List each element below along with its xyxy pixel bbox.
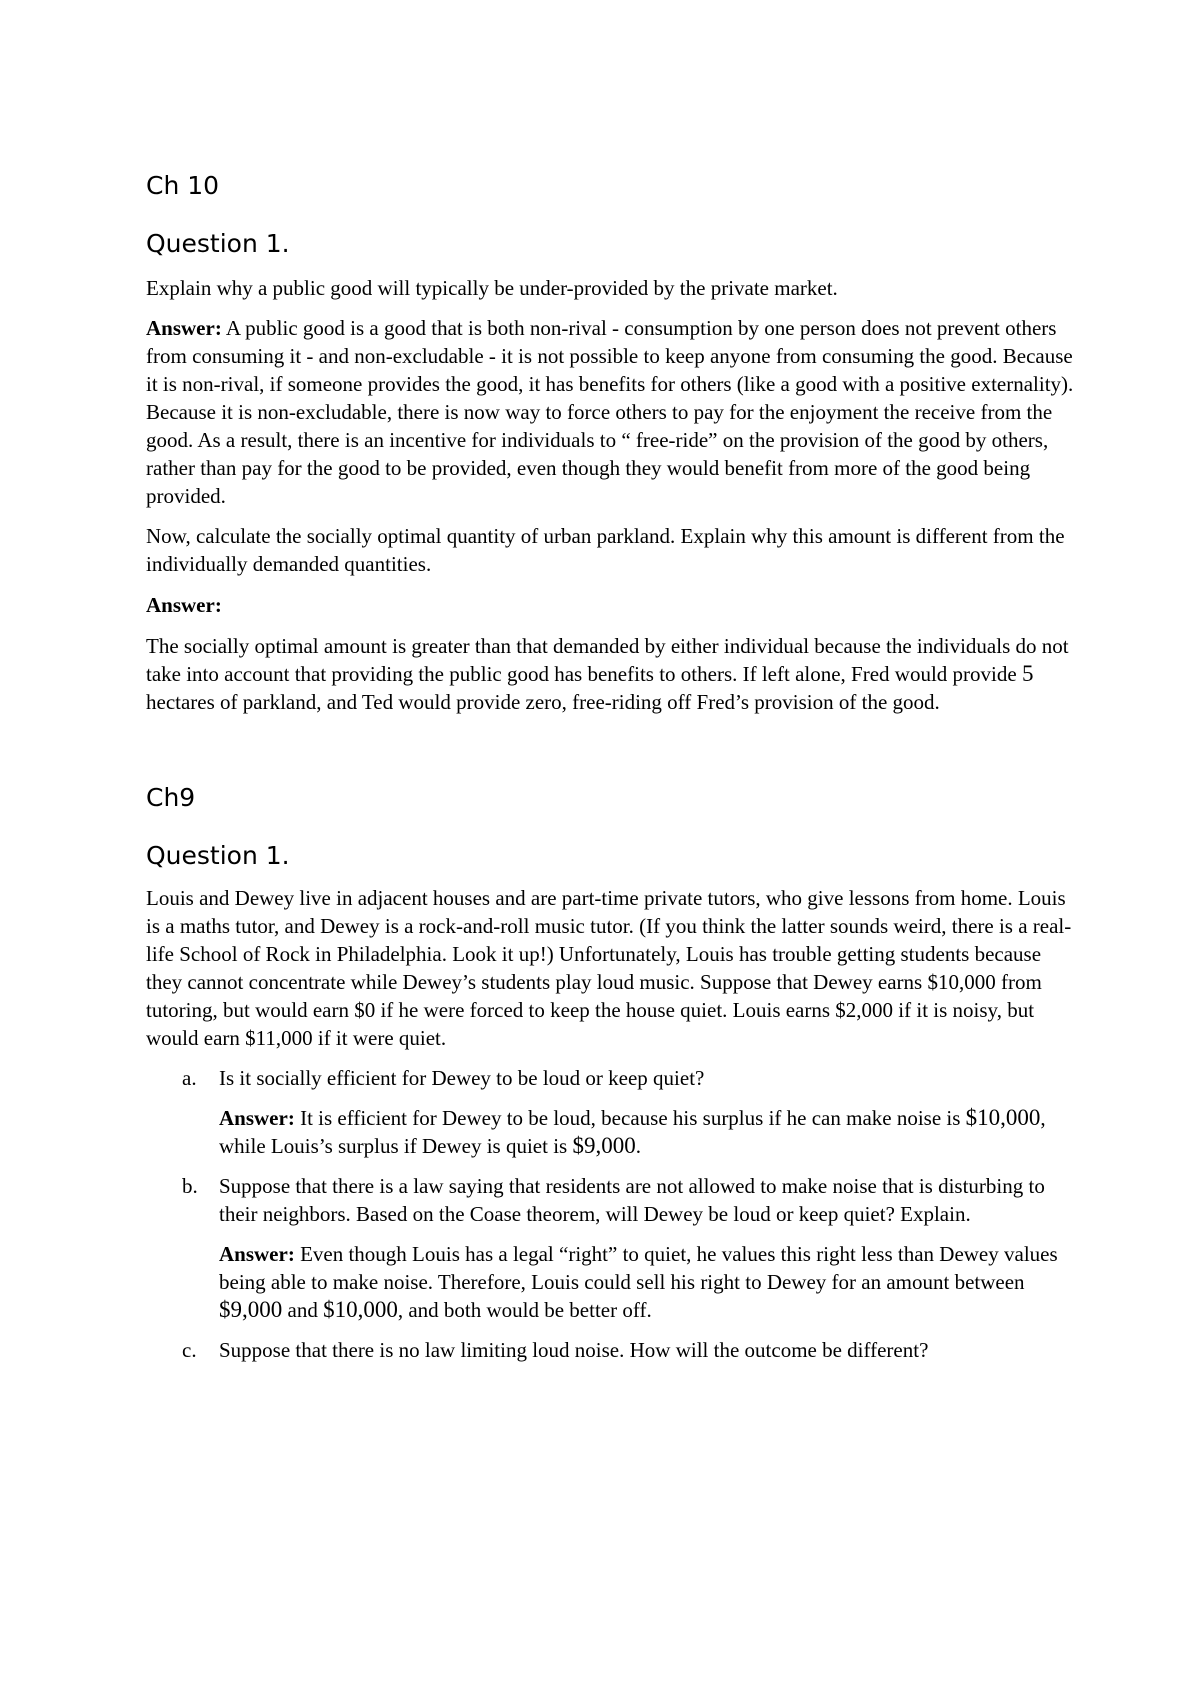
sub-question-list	[146, 1064, 1076, 1364]
answer-label: Answer:	[146, 316, 222, 340]
question-heading: Question 1.	[146, 841, 290, 870]
answer-paragraph	[219, 1240, 1076, 1324]
answer-label: Answer:	[219, 1242, 295, 1266]
question-heading: Question 1.	[146, 229, 290, 258]
list-marker: a.	[182, 1066, 197, 1090]
document-page	[146, 170, 1076, 1364]
ch9-section	[146, 782, 1076, 1364]
answer-value: $9,000	[219, 1297, 283, 1322]
list-marker: b.	[182, 1174, 198, 1198]
answer-text: .	[635, 1134, 641, 1158]
chapter-heading: Ch9	[146, 783, 196, 812]
sub-question: Suppose that there is no law limiting loud noise. How will the outcome be different?	[219, 1338, 929, 1362]
answer-value: $10,000	[323, 1297, 398, 1322]
answer-text: hectares of parkland, and Ted would provide zero, free-riding off Fred’s provision of the good.	[146, 690, 940, 714]
answer-label: Answer:	[219, 1106, 295, 1130]
answer-text: A public good is a good that is both non-rival - consumption by one person does not prevent others from consuming it - and non-excludable - it is not possible to keep anyone from consuming the good. Because it is non-rival, if someone provides the good, it has benefits for others (like a good with a positive externality). Because it is non-excludable, there is now way to force others to pay for the enjoyment the receive from the good. As a result, there is an incentive for individuals to “ free-ride” on the provision of the good by others, rather than pay for the good to be provided, even though they would benefit from more of the good being provided.	[146, 316, 1074, 508]
answer-paragraph	[146, 632, 1076, 716]
question-prompt-2: Now, calculate the socially optimal quantity of urban parkland. Explain why this amount is different from the individually demanded quantities.	[146, 524, 1065, 576]
list-item	[146, 1172, 1076, 1324]
answer-value: $9,000	[572, 1133, 636, 1158]
answer-label: Answer:	[146, 593, 222, 617]
list-marker: c.	[182, 1338, 197, 1362]
ch10-section	[146, 170, 1076, 716]
list-item	[146, 1064, 1076, 1160]
answer-text: and	[282, 1298, 324, 1322]
sub-question: Suppose that there is a law saying that residents are not allowed to make noise that is disturbing to their neighbors. Based on the Coase theorem, will Dewey be loud or keep quiet? Explain.	[219, 1174, 1045, 1226]
sub-question: Is it socially efficient for Dewey to be loud or keep quiet?	[219, 1066, 705, 1090]
answer-value: $10,000	[965, 1105, 1041, 1130]
question-intro: Louis and Dewey live in adjacent houses and are part-time private tutors, who give lessons from home. Louis is a maths tutor, and Dewey is a rock-and-roll music tutor. (If you think the latter sounds weird, there is a real-life School of Rock in Philadelphia. Look it up!) Unfortunately, Louis has trouble getting students because they cannot concentrate while Dewey’s students play loud music. Suppose that Dewey earns $10,000 from tutoring, but would earn $0 if he were forced to keep the house quiet. Louis earns $2,000 if it is noisy, but would earn $11,000 if it were quiet.	[146, 886, 1072, 1050]
question-prompt: Explain why a public good will typically be under-provided by the private market.	[146, 276, 838, 300]
answer-text: Even though Louis has a legal “right” to quiet, he values this right less than Dewey values being able to make noise. Therefore, Louis could sell his right to Dewey for an amount between	[219, 1242, 1058, 1294]
answer-text: , and both would be better off.	[397, 1298, 652, 1322]
answer-text: The socially optimal amount is greater than that demanded by either individual because the individuals do not take into account that providing the public good has benefits to others. If left alone, Fred would provide	[146, 634, 1069, 686]
answer-value: 5	[1021, 661, 1034, 686]
answer-text: , while Louis’s surplus if Dewey is quiet is	[219, 1106, 1046, 1158]
chapter-heading: Ch 10	[146, 171, 220, 200]
answer-paragraph	[146, 314, 1076, 510]
answer-paragraph	[219, 1104, 1076, 1160]
list-item	[146, 1336, 1076, 1364]
answer-text: It is efficient for Dewey to be loud, because his surplus if he can make noise is	[294, 1106, 966, 1130]
